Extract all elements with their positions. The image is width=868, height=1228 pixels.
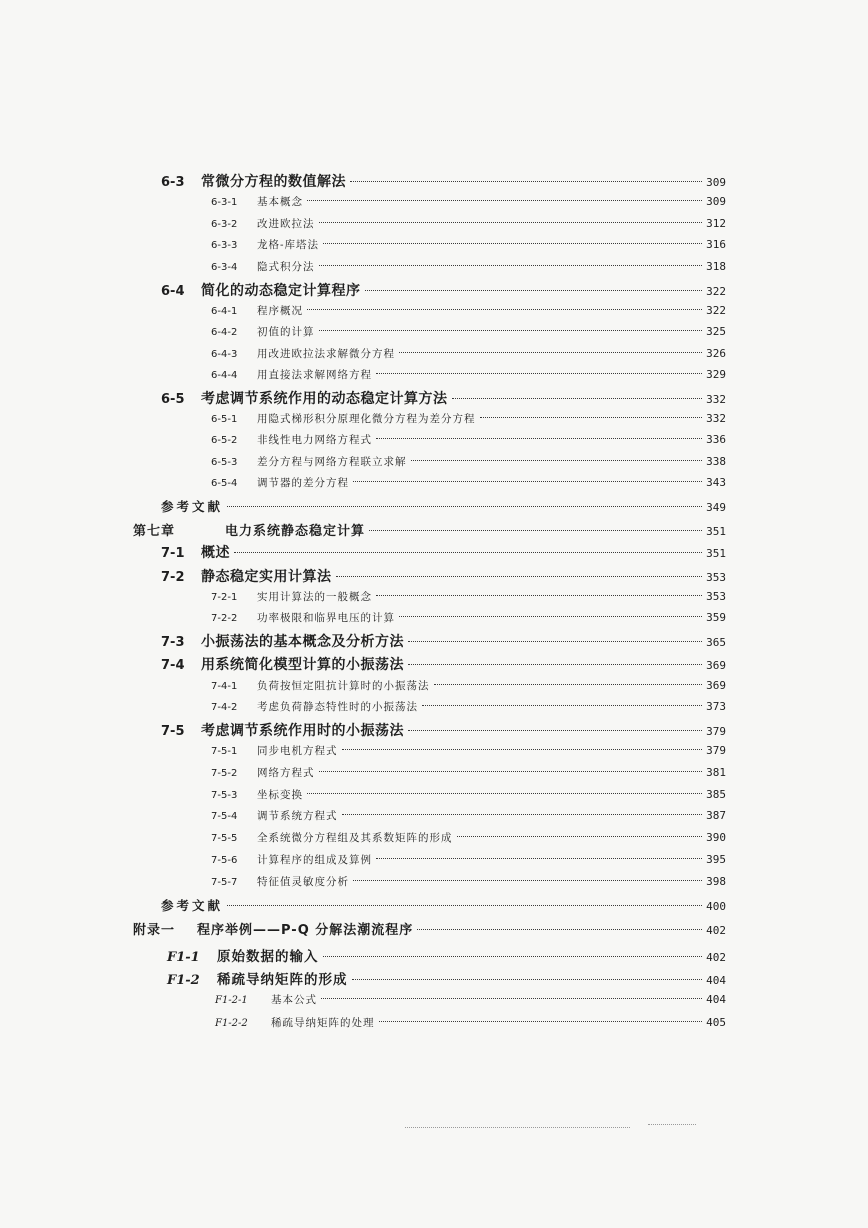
entry-number: 6-3 bbox=[161, 175, 185, 190]
entry-title: 龙格-库塔法 bbox=[257, 239, 320, 251]
entry-number: F1-1 bbox=[167, 950, 200, 965]
scan-artifact bbox=[405, 1125, 630, 1128]
toc-entry bbox=[161, 566, 726, 588]
entry-number: 6-4-3 bbox=[211, 349, 238, 360]
page-number: 338 bbox=[706, 455, 726, 468]
dot-leader bbox=[434, 684, 703, 685]
page-number: 402 bbox=[706, 924, 726, 937]
entry-number: 6-3-4 bbox=[211, 262, 238, 273]
entry-number: 7-1 bbox=[161, 546, 185, 561]
page-number: 329 bbox=[706, 368, 726, 381]
appendix-number: 附录一 bbox=[133, 923, 176, 938]
dot-leader bbox=[457, 836, 703, 837]
dot-leader bbox=[353, 481, 702, 482]
page-number: 349 bbox=[706, 501, 726, 514]
dot-leader bbox=[417, 929, 702, 930]
entry-number: 7-5-5 bbox=[211, 833, 238, 844]
toc-entry bbox=[211, 324, 726, 342]
entry-title: 用系统简化模型计算的小振荡法 bbox=[201, 657, 404, 673]
toc-entry-chapter bbox=[133, 520, 726, 542]
entry-title: 改进欧拉法 bbox=[257, 218, 315, 230]
entry-title: 稀疏导纳矩阵的形成 bbox=[217, 972, 348, 988]
dot-leader bbox=[307, 200, 702, 201]
dot-leader bbox=[307, 309, 702, 310]
page-number: 359 bbox=[706, 611, 726, 624]
toc-entry bbox=[211, 589, 726, 607]
entry-number: 7-5-4 bbox=[211, 811, 238, 822]
toc-entry bbox=[211, 678, 726, 696]
toc-entry bbox=[211, 259, 726, 277]
entry-number: 6-3-1 bbox=[211, 197, 238, 208]
dot-leader bbox=[376, 373, 702, 374]
entry-number: 7-2 bbox=[161, 570, 185, 585]
entry-title: 负荷按恒定阻抗计算时的小振荡法 bbox=[257, 680, 430, 692]
dot-leader bbox=[319, 222, 703, 223]
entry-title: 稀疏导纳矩阵的处理 bbox=[271, 1017, 375, 1029]
toc-entry bbox=[161, 631, 726, 653]
entry-number: 6-3-3 bbox=[211, 240, 238, 251]
dot-leader bbox=[369, 530, 702, 531]
entry-number: 6-4-1 bbox=[211, 306, 238, 317]
dot-leader bbox=[336, 576, 703, 577]
entry-title: 常微分方程的数值解法 bbox=[201, 174, 346, 190]
toc-entry bbox=[167, 945, 726, 967]
toc-entry bbox=[161, 720, 726, 742]
toc-entry bbox=[211, 303, 726, 321]
scan-artifact bbox=[648, 1122, 696, 1125]
page-number: 351 bbox=[706, 547, 726, 560]
toc-entry-references bbox=[161, 497, 726, 519]
entry-title: 小振荡法的基本概念及分析方法 bbox=[201, 634, 404, 650]
dot-leader bbox=[411, 460, 703, 461]
dot-leader bbox=[319, 330, 703, 331]
dot-leader bbox=[379, 1021, 703, 1022]
entry-title: 同步电机方程式 bbox=[257, 745, 338, 757]
entry-number: 7-4-1 bbox=[211, 681, 238, 692]
page-number: 379 bbox=[706, 725, 726, 738]
toc-entry bbox=[215, 992, 726, 1010]
toc-entry bbox=[211, 454, 726, 472]
page-number: 404 bbox=[706, 974, 726, 987]
page-number: 322 bbox=[706, 285, 726, 298]
toc-entry-references bbox=[161, 896, 726, 918]
page-number: 369 bbox=[706, 679, 726, 692]
chapter-number: 第七章 bbox=[133, 524, 176, 539]
toc-entry bbox=[211, 852, 726, 870]
entry-title: 简化的动态稳定计算程序 bbox=[201, 283, 361, 299]
dot-leader bbox=[376, 438, 702, 439]
entry-title: 基本概念 bbox=[257, 196, 303, 208]
dot-leader bbox=[399, 352, 702, 353]
entry-number: 6-3-2 bbox=[211, 219, 238, 230]
entry-title: 原始数据的输入 bbox=[217, 949, 319, 965]
page-number: 332 bbox=[706, 393, 726, 406]
toc-entry bbox=[211, 237, 726, 255]
page-number: 381 bbox=[706, 766, 726, 779]
page-number: 404 bbox=[706, 993, 726, 1006]
page-number: 353 bbox=[706, 571, 726, 584]
toc-entry bbox=[211, 874, 726, 892]
toc-entry bbox=[211, 367, 726, 385]
page-number: 325 bbox=[706, 325, 726, 338]
dot-leader bbox=[323, 956, 703, 957]
entry-title: 初值的计算 bbox=[257, 326, 315, 338]
page-number: 318 bbox=[706, 260, 726, 273]
entry-number: 6-5-4 bbox=[211, 478, 238, 489]
page-number: 365 bbox=[706, 636, 726, 649]
entry-title: 参考文献 bbox=[161, 898, 224, 913]
page-number: 405 bbox=[706, 1016, 726, 1029]
page-number: 379 bbox=[706, 744, 726, 757]
dot-leader bbox=[234, 552, 702, 553]
entry-number: 7-2-2 bbox=[211, 613, 238, 624]
entry-number: 7-5-7 bbox=[211, 877, 238, 888]
toc-entry bbox=[211, 432, 726, 450]
entry-title: 考虑负荷静态特性时的小振荡法 bbox=[257, 701, 418, 713]
dot-leader bbox=[342, 814, 703, 815]
toc-entry bbox=[211, 346, 726, 364]
dot-leader bbox=[342, 749, 703, 750]
entry-number: 6-4 bbox=[161, 284, 185, 299]
entry-title: 电力系统静态稳定计算 bbox=[225, 524, 366, 539]
page-number: 322 bbox=[706, 304, 726, 317]
entry-number: 7-5-1 bbox=[211, 746, 238, 757]
dot-leader bbox=[408, 730, 702, 731]
dot-leader bbox=[307, 793, 702, 794]
page-number: 385 bbox=[706, 788, 726, 801]
entry-number: 6-4-4 bbox=[211, 370, 238, 381]
dot-leader bbox=[452, 398, 703, 399]
entry-number: 7-5-2 bbox=[211, 768, 238, 779]
page-number: 398 bbox=[706, 875, 726, 888]
entry-title: 非线性电力网络方程式 bbox=[257, 434, 372, 446]
page-number: 373 bbox=[706, 700, 726, 713]
toc-entry bbox=[211, 194, 726, 212]
toc-entry bbox=[211, 475, 726, 493]
toc-entry bbox=[161, 388, 726, 410]
entry-title: 坐标变换 bbox=[257, 789, 303, 801]
entry-title: 概述 bbox=[201, 545, 230, 561]
page-number: 316 bbox=[706, 238, 726, 251]
page-number: 353 bbox=[706, 590, 726, 603]
entry-title: 特征值灵敏度分析 bbox=[257, 876, 349, 888]
toc-entry bbox=[211, 830, 726, 848]
page-number: 387 bbox=[706, 809, 726, 822]
toc-entry bbox=[215, 1015, 726, 1033]
page-number: 395 bbox=[706, 853, 726, 866]
dot-leader bbox=[352, 979, 703, 980]
dot-leader bbox=[480, 417, 703, 418]
entry-number: 7-5-3 bbox=[211, 790, 238, 801]
entry-title: 实用计算法的一般概念 bbox=[257, 591, 372, 603]
toc-entry bbox=[161, 171, 726, 193]
toc-entry bbox=[161, 542, 726, 564]
entry-title: 功率极限和临界电压的计算 bbox=[257, 612, 395, 624]
toc-entry bbox=[211, 216, 726, 234]
entry-number: 7-3 bbox=[161, 635, 185, 650]
page-number: 336 bbox=[706, 433, 726, 446]
page-number: 390 bbox=[706, 831, 726, 844]
entry-number: F1-2 bbox=[167, 973, 200, 988]
dot-leader bbox=[376, 858, 702, 859]
entry-title: 参考文献 bbox=[161, 499, 224, 514]
entry-number: 7-2-1 bbox=[211, 592, 238, 603]
dot-leader bbox=[422, 705, 702, 706]
entry-title: 调节系统方程式 bbox=[257, 810, 338, 822]
entry-title: 用直接法求解网络方程 bbox=[257, 369, 372, 381]
entry-number: 6-5-3 bbox=[211, 457, 238, 468]
entry-number: 6-4-2 bbox=[211, 327, 238, 338]
entry-title: 程序概况 bbox=[257, 305, 303, 317]
entry-title: 考虑调节系统作用的动态稳定计算方法 bbox=[201, 391, 448, 407]
toc-entry bbox=[211, 411, 726, 429]
entry-number: 6-5-1 bbox=[211, 414, 238, 425]
page-number: 343 bbox=[706, 476, 726, 489]
entry-title: 调节器的差分方程 bbox=[257, 477, 349, 489]
entry-title: 用隐式梯形积分原理化微分方程为差分方程 bbox=[257, 413, 476, 425]
toc-entry bbox=[211, 787, 726, 805]
dot-leader bbox=[399, 616, 702, 617]
dot-leader bbox=[227, 905, 702, 906]
entry-number: 6-5 bbox=[161, 392, 185, 407]
dot-leader bbox=[408, 664, 702, 665]
toc-entry bbox=[211, 808, 726, 826]
entry-title: 隐式积分法 bbox=[257, 261, 315, 273]
dot-leader bbox=[365, 290, 703, 291]
page-number: 402 bbox=[706, 951, 726, 964]
entry-title: 全系统微分方程组及其系数矩阵的形成 bbox=[257, 832, 453, 844]
page-number: 332 bbox=[706, 412, 726, 425]
entry-number: 7-4-2 bbox=[211, 702, 238, 713]
dot-leader bbox=[319, 771, 703, 772]
dot-leader bbox=[323, 243, 702, 244]
page-number: 369 bbox=[706, 659, 726, 672]
entry-title: 用改进欧拉法求解微分方程 bbox=[257, 348, 395, 360]
toc-entry bbox=[211, 699, 726, 717]
dot-leader bbox=[353, 880, 702, 881]
entry-number: F1-2-1 bbox=[215, 995, 248, 1006]
entry-title: 计算程序的组成及算例 bbox=[257, 854, 372, 866]
page-number: 351 bbox=[706, 525, 726, 538]
dot-leader bbox=[227, 506, 702, 507]
dot-leader bbox=[350, 181, 702, 182]
toc-entry bbox=[211, 743, 726, 761]
entry-title: 网络方程式 bbox=[257, 767, 315, 779]
toc-entry bbox=[211, 765, 726, 783]
entry-title: 差分方程与网络方程联立求解 bbox=[257, 456, 407, 468]
toc-entry-appendix bbox=[133, 919, 726, 941]
page-number: 312 bbox=[706, 217, 726, 230]
entry-title: 考虑调节系统作用时的小振荡法 bbox=[201, 723, 404, 739]
entry-title: 静态稳定实用计算法 bbox=[201, 569, 332, 585]
toc-entry bbox=[161, 654, 726, 676]
entry-title: 程序举例——P-Q 分解法潮流程序 bbox=[197, 923, 414, 938]
entry-number: 7-4 bbox=[161, 658, 185, 673]
entry-number: 7-5 bbox=[161, 724, 185, 739]
dot-leader bbox=[321, 998, 702, 999]
dot-leader bbox=[319, 265, 703, 266]
page-number: 309 bbox=[706, 176, 726, 189]
dot-leader bbox=[376, 595, 702, 596]
page-number: 309 bbox=[706, 195, 726, 208]
entry-number: 7-5-6 bbox=[211, 855, 238, 866]
entry-title: 基本公式 bbox=[271, 994, 317, 1006]
entry-number: 6-5-2 bbox=[211, 435, 238, 446]
entry-number: F1-2-2 bbox=[215, 1018, 248, 1029]
toc-entry bbox=[211, 610, 726, 628]
page-number: 400 bbox=[706, 900, 726, 913]
dot-leader bbox=[408, 641, 702, 642]
toc-entry bbox=[161, 280, 726, 302]
page-number: 326 bbox=[706, 347, 726, 360]
toc-entry bbox=[167, 968, 726, 990]
